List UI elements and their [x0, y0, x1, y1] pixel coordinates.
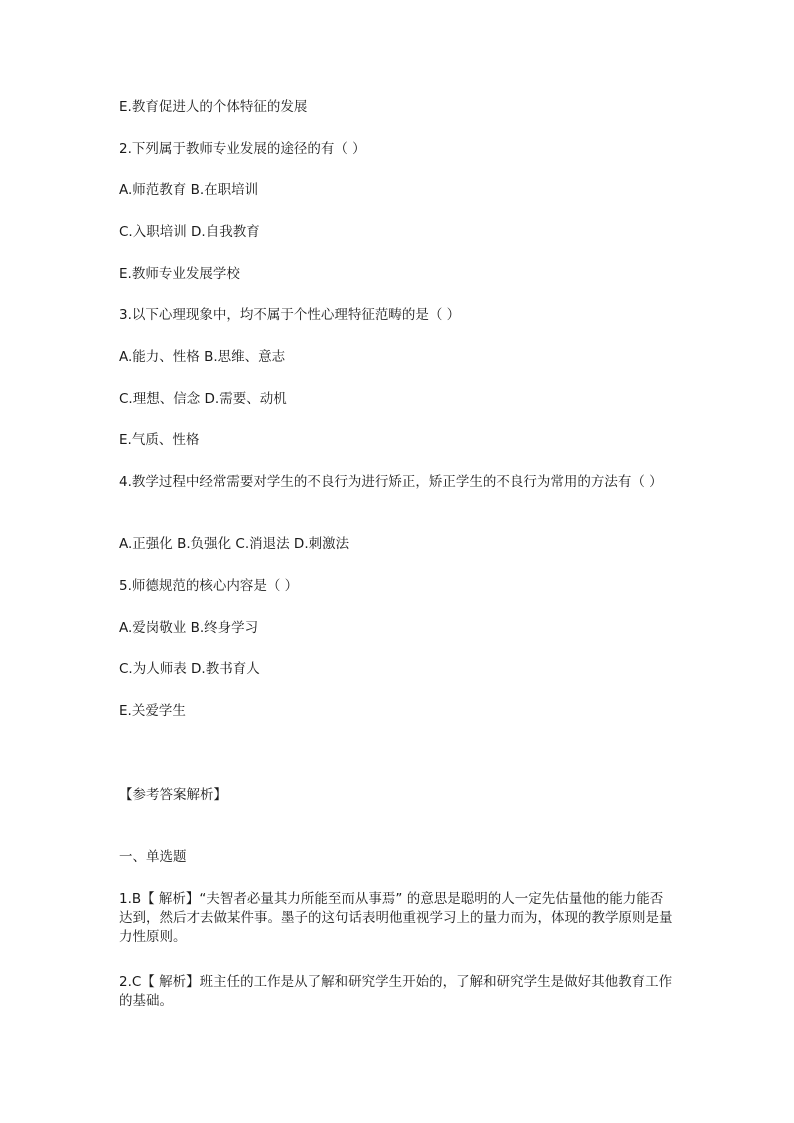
option-line: C.入职培训 D.自我教育: [119, 224, 260, 240]
option-line: E.教育促进人的个体特征的发展: [119, 99, 308, 115]
option-line: A.能力、性格 B.思维、意志: [119, 349, 286, 365]
question-2: 2.下列属于教师专业发展的途径的有（ ）: [119, 141, 366, 157]
option-line: C.理想、信念 D.需要、动机: [119, 391, 287, 407]
option-line: A.师范教育 B.在职培训: [119, 182, 259, 198]
section-heading: 一、单选题: [119, 849, 187, 865]
question-4: 4.教学过程中经常需要对学生的不良行为进行矫正，矫正学生的不良行为常用的方法有（ ）: [119, 474, 663, 490]
option-line: A.正强化 B.负强化 C.消退法 D.刺激法: [119, 536, 350, 552]
question-3: 3.以下心理现象中，均不属于个性心理特征范畴的是（ ）: [119, 307, 461, 323]
question-5: 5.师德规范的核心内容是（ ）: [119, 578, 299, 594]
answer-2: 2.C【 解析】班主任的工作是从了解和研究学生开始的，了解和研究学生是做好其他教育工作的基础。: [119, 974, 673, 1009]
option-line: E.教师专业发展学校: [119, 266, 240, 282]
option-line: E.关爱学生: [119, 703, 186, 719]
option-line: E.气质、性格: [119, 432, 200, 448]
answers-title: 【参考答案解析】: [119, 787, 227, 803]
option-line: C.为人师表 D.教书育人: [119, 661, 260, 677]
answer-1: 1.B【 解析】“夫智者必量其力所能至而从事焉” 的意思是聪明的人一定先估量他的能力能否达到，然后才去做某件事。墨子的这句话表明他重视学习上的量力而为，体现的教学原则是量力性原则。: [119, 891, 673, 945]
option-line: A.爱岗敬业 B.终身学习: [119, 620, 259, 636]
